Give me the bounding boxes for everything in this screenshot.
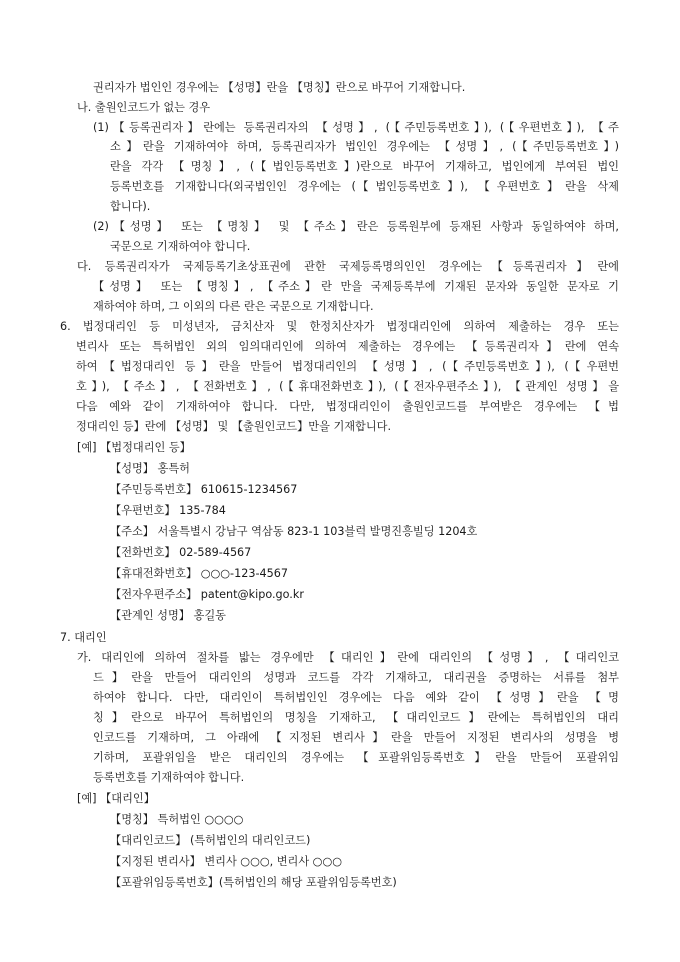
example-item: 【전자우편주소】 patent@kipo.go.kr	[110, 588, 304, 601]
text-line: 칭】란으로 바꾸어 특허법인의 명칭을 기재하고, 【대리인코드】란에는 특허법인의 대리	[93, 711, 619, 724]
text-line: 다음 예와 같이 기재하여야 합니다. 다만, 법정대리인이 출원인코드를 부여받은 경우에는 【법	[76, 400, 619, 413]
text-line: 인코드를 기재하며, 그 아래에 【지정된 변리사】란을 만들어 지정된 변리사의 성명을 병	[93, 731, 619, 744]
example-item: 【전화번호】 02-589-4567	[110, 546, 252, 559]
text-line: 권리자가 법인인 경우에는 【성명】란을 【명칭】란으로 바꾸어 기재합니다.	[93, 81, 466, 94]
example-item: 【우편번호】 135-784	[110, 504, 226, 517]
example-item: 【지정된 변리사】 변리사 ○○○, 변리사 ○○○	[110, 855, 342, 868]
example-item: 【포괄위임등록번호】(특허법인의 해당 포괄위임등록번호)	[110, 876, 397, 889]
text-line: 가. 대리인에 의하여 절차를 밟는 경우에만 【대리인】란에 대리인의 【성명】, 【대리인코	[77, 651, 619, 664]
text-line: 드】란을 만들어 대리인의 성명과 코드를 각각 기재하고, 대리권을 증명하는 서류를 첨부	[93, 671, 619, 684]
example-item: 【휴대전화번호】 ○○○-123-4567	[110, 567, 288, 580]
text-line: 재하여야 하며, 그 이외의 다른 란은 국문으로 기재합니다.	[93, 300, 374, 313]
text-line: 변리사 또는 특허법인 외의 임의대리인에 의하여 제출하는 경우에는 【등록권리자】란에 연속	[76, 340, 619, 353]
text-line: 하여야 합니다. 다만, 대리인이 특허법인인 경우에는 다음 예와 같이 【성명】란을 【명	[93, 691, 619, 704]
text-line: 소】란을 기재하여야 하며, 등록권리자가 법인인 경우에는 【성명】, (【주민등록번호】)	[110, 140, 619, 153]
example-item: 【대리인코드】 (특허법인의 대리인코드)	[110, 834, 311, 847]
section-heading: 나. 출원인코드가 없는 경우	[77, 101, 211, 114]
text-line: 하여【법정대리인 등】란을 만들어 법정대리인의 【성명】, (【주민등록번호】), (【우편번	[76, 360, 619, 373]
section-heading: 7. 대리인	[60, 631, 107, 644]
text-line: 등록번호를 기재하여야 합니다.	[93, 771, 245, 784]
example-item: 【관계인 성명】 홍길동	[110, 609, 226, 622]
text-line: 호】), 【주소】, 【전화번호】, (【휴대전화번호】), (【전자우편주소】), 【관계인 성명】을	[76, 380, 619, 393]
text-line: (2)【성명】 또는 【명칭】 및 【주소】란은 등록원부에 등재된 사항과 동일하여야 하며,	[93, 220, 619, 233]
text-line: 기하며, 포괄위임을 받은 대리인의 경우에는 【포괄위임등록번호】란을 만들어 포괄위임	[93, 751, 619, 764]
example-item: 【명칭】 특허법인 ○○○○	[110, 813, 244, 826]
text-line: 【성명】 또는 【명칭】, 【주소】란 만을 국제등록부에 기재된 문자와 동일한 문자로 기	[93, 280, 619, 293]
example-item: 【주민등록번호】 610615-1234567	[110, 483, 298, 496]
example-label: [예] 【대리인】	[77, 792, 155, 805]
section-heading: 다. 등록권리자가 국제등록기초상표권에 관한 국제등록명의인인 경우에는【등록권리자】란에	[77, 260, 619, 273]
example-item: 【주소】 서울특별시 강남구 역삼동 823-1 103블럭 발명진흥빌딩 1204호	[110, 525, 478, 538]
text-line: (1)【등록권리자】란에는 등록권리자의 【성명】, (【주민등록번호】), (【우편번호】), 【주	[93, 121, 619, 134]
text-line: 합니다).	[110, 200, 151, 213]
text-line: 정대리인 등】란에 【성명】 및 【출원인코드】만을 기재합니다.	[76, 420, 392, 433]
text-line: 등록번호를 기재합니다(외국법인인 경우에는 (【법인등록번호】), 【우편번호】란을 삭제	[110, 180, 619, 193]
example-item: 【성명】 홍특허	[110, 462, 190, 475]
text-line: 국문으로 기재하여야 합니다.	[110, 240, 251, 253]
section-heading: 6. 법정대리인 등 미성년자, 금치산자 및 한정치산자가 법정대리인에 의하여 제출하는 경우 또는	[60, 320, 619, 333]
text-line: 란을 각각 【명칭】, (【법인등록번호】)란으로 바꾸어 기재하고, 법인에게 부여된 법인	[110, 160, 619, 173]
example-label: [예] 【법정대리인 등】	[77, 441, 191, 454]
